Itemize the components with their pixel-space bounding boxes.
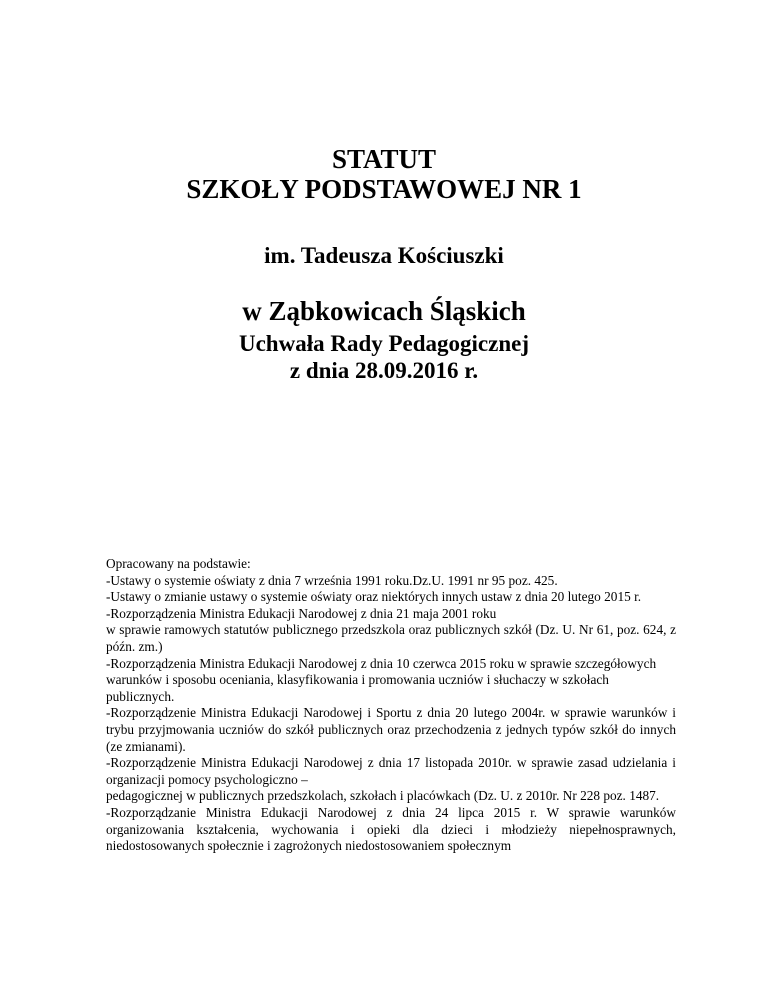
legal-basis-item: -Rozporządzenia Ministra Edukacji Narodowej z dnia 10 czerwca 2015 roku w sprawie szczegółowych warunków i sposobu oceniania, klasyfikowania i promowania uczniów i słuchaczy w szkołach publicznych. [106,655,657,704]
legal-basis-item: pedagogicznej w publicznych przedszkolach, szkołach i placówkach (Dz. U. z 2010r. Nr 228 poz. 1487. [106,788,660,804]
resolution-date: z dnia 28.09.2016 r. [289,358,479,383]
title-line-statut: STATUT [331,144,437,174]
legal-basis-item: -Rozporządzenia Ministra Edukacji Narodowej z dnia 21 maja 2001 roku [106,605,497,621]
legal-basis-item: -Rozporządzanie Ministra Edukacji Narodowej z dnia 24 lipca 2015 r. W sprawie warunków organizowania kształcenia, wychowania i opieki dla dzieci i młodzieży niepełnosprawnych, niedostosowanych społecznie i zagrożonych niedostosowaniem społecznym [106,804,676,854]
legal-basis-item: -Ustawy o zmianie ustawy o systemie oświaty oraz niektórych innych ustaw z dnia 20 lutego 2015 r. [106,589,642,605]
resolution-block [0,330,768,384]
school-patron: im. Tadeusza Kościuszki [264,243,504,268]
legal-basis [106,556,676,855]
legal-basis-item: -Rozporządzenie Ministra Edukacji Narodowej z dnia 17 listopada 2010r. w sprawie zasad udzielania i organizacji pomocy psychologiczno – [106,755,676,787]
school-location: w Ząbkowicach Śląskich [242,296,526,326]
document-title [0,144,768,204]
resolution-title: Uchwała Rady Pedagogicznej [238,331,530,356]
legal-basis-item: -Rozporządzenie Ministra Edukacji Narodowej i Sportu z dnia 20 lutego 2004r. w sprawie warunków i trybu przyjmowania uczniów do szkół publicznych oraz przechodzenia z jednych typów szkół do innych (ze zmianami). [106,705,676,754]
title-line-school: SZKOŁY PODSTAWOWEJ NR 1 [186,174,582,204]
legal-basis-item: w sprawie ramowych statutów publicznego przedszkola oraz publicznych szkół (Dz. U. Nr 61, poz. 624, z późn. zm.) [106,622,676,654]
legal-basis-intro: Opracowany na podstawie: [106,556,251,571]
legal-basis-item: -Ustawy o systemie oświaty z dnia 7 września 1991 roku.Dz.U. 1991 nr 95 poz. 425. [106,572,558,588]
